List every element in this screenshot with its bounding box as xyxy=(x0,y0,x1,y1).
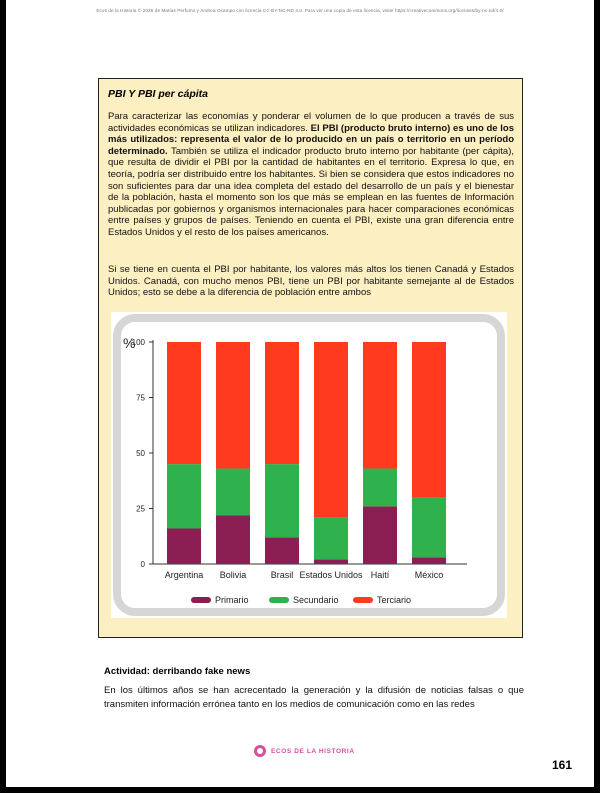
x-tick-label: Argentina xyxy=(164,570,204,580)
bar-segment xyxy=(314,517,348,559)
y-axis-label: % xyxy=(123,335,136,351)
bar-segment xyxy=(167,342,201,464)
x-tick-label: Estados Unidos xyxy=(299,570,363,580)
footer-brand xyxy=(254,745,355,757)
bar-segment xyxy=(314,560,348,564)
page-number: 161 xyxy=(551,758,572,772)
x-tick-label: Haití xyxy=(370,570,390,580)
bar-segment xyxy=(265,537,299,564)
stacked-bar-chart xyxy=(111,312,507,618)
activity-title: Actividad: derribando fake news xyxy=(104,666,251,677)
bar-segment xyxy=(216,342,250,469)
y-tick-label: 0 xyxy=(140,560,145,569)
bar-segment xyxy=(314,342,348,517)
y-tick-label: 25 xyxy=(136,504,145,514)
bar-segment xyxy=(265,342,299,464)
y-tick-label: 50 xyxy=(136,449,145,458)
brand-name: ECOS DE LA HISTORIA xyxy=(271,747,355,755)
legend-label: Secundario xyxy=(293,595,339,605)
activity-text: En los últimos años se han acrecentado la generación y la difusión de noticias falsas o que transmiten información errónea tanto en los medios de comunicación como en las redes xyxy=(104,685,524,710)
legend-swatch xyxy=(191,597,211,603)
y-tick-label: 75 xyxy=(136,393,145,403)
legend-swatch xyxy=(269,597,289,603)
license-notice: Ecos de la Historia © 2026 de Matías Perfumo y Andrea Ocampo con licencia CC BY-NC-ND 4.0. Para ver una copia de esta licencia, visite https://creativecommons.org/licenses/by-nc-nd/4.0/ xyxy=(96,8,504,13)
bar-segment xyxy=(363,506,397,564)
legend-swatch xyxy=(353,597,373,603)
bar-segment xyxy=(412,497,446,557)
paragraph-1 xyxy=(108,111,514,239)
legend-label: Primario xyxy=(215,595,249,605)
chart-container xyxy=(111,312,507,618)
paragraph-1-definition: El PBI (producto bruto interno) es uno de los más utilizados: representa el valor de lo producido en un país o territorio en un período determinado. xyxy=(108,122,514,157)
x-tick-label: México xyxy=(414,570,444,580)
bar-segment xyxy=(412,342,446,497)
bar-segment xyxy=(167,464,201,528)
bar-segment xyxy=(216,515,250,564)
page xyxy=(6,0,594,787)
brand-logo-icon xyxy=(254,745,266,757)
box-title: PBI Y PBI per cápita xyxy=(108,88,208,100)
paragraph-1-intro: Para caracterizar las economías y ponderar el volumen de lo que producen a través de sus actividades económicas se utilizan indicadores. xyxy=(108,111,514,134)
y-tick-label: 100 xyxy=(131,338,145,347)
bar-segment xyxy=(167,528,201,564)
bar-segment xyxy=(412,557,446,564)
bar-segment xyxy=(363,469,397,507)
bar-segment xyxy=(363,342,397,469)
x-tick-label: Brasil xyxy=(270,570,294,580)
bar-segment xyxy=(216,469,250,516)
bar-segment xyxy=(265,464,299,537)
x-tick-label: Bolivia xyxy=(219,570,247,580)
paragraph-2: Si se tiene en cuenta el PBI por habitante, los valores más altos los tienen Canadá y Estados Unidos. Canadá, con mucho menos PBI, tiene un PBI por habitante semejante al de Estados Unidos; esto se debe a la diferencia de población entre ambos xyxy=(108,264,514,299)
paragraph-1-rest: También se utiliza el indicador producto bruto interno por habitante (per cápita), que resulta de dividir el PBI por la cantidad de habitantes en el territorio. Expresa lo que, en teoría, podría ser distribuido entre los habitantes. Si bien se considera que estos indicadores no son suficientes para dar una idea completa del estado del desarrollo de un país y el bienestar de la población, hasta el momento son los que más se emplean en las fuentes de Información publicadas por gobiernos y organismos internacionales para hacer comparaciones económicas entre países y grupos de países. Teniendo en cuenta el PBI, existe una gran diferencia entre Estados Unidos y el resto de los países americanos. xyxy=(108,145,514,238)
legend-label: Terciario xyxy=(377,595,412,605)
info-box xyxy=(98,78,523,638)
